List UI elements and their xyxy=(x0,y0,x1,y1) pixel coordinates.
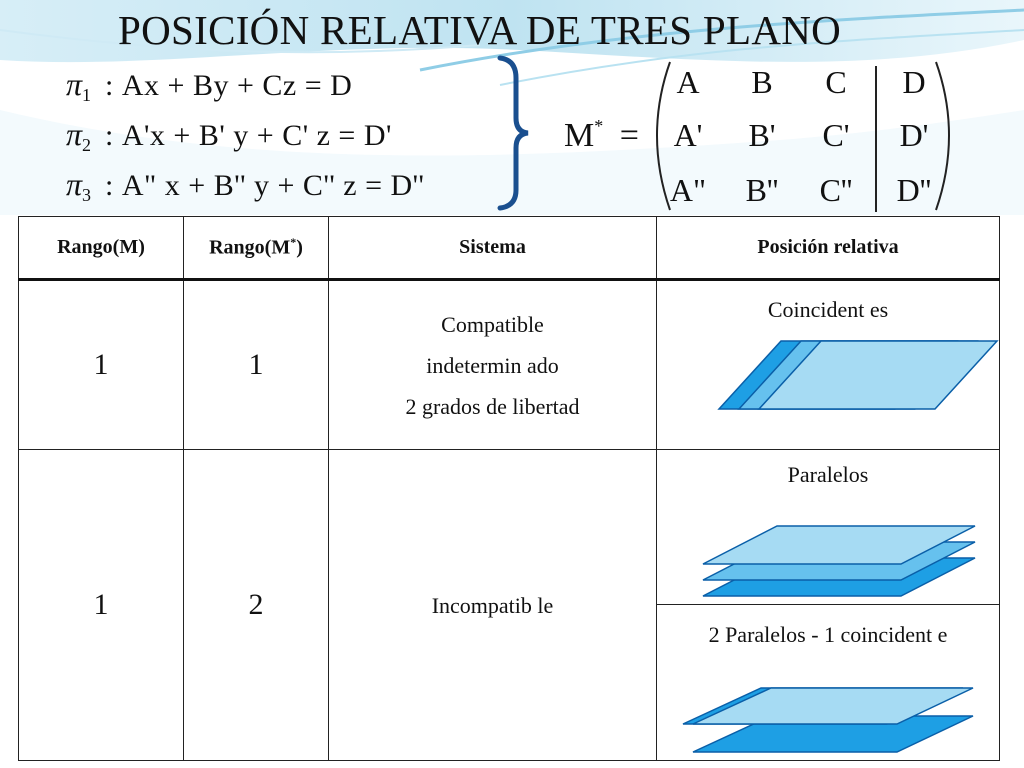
cell-rango-m: 1 xyxy=(19,280,184,450)
classification-table xyxy=(18,216,1000,761)
cell-sistema xyxy=(329,280,657,450)
cell-rango-m: 1 xyxy=(19,450,184,761)
matrix-cell: D'' xyxy=(896,172,932,208)
matrix-cell: B' xyxy=(748,117,776,153)
header-sistema: Sistema xyxy=(329,217,657,280)
posicion-caption: Coincident es xyxy=(767,297,889,322)
pi-symbol: π xyxy=(66,66,83,102)
subscript: 3 xyxy=(82,185,92,205)
table-row xyxy=(19,280,1000,450)
equation-body: : A" x + B'' y + C'' z = D'' xyxy=(105,169,425,202)
matrix-cell: A xyxy=(676,64,700,100)
table-header-row xyxy=(19,217,1000,280)
pi-symbol: π xyxy=(66,116,83,152)
header-text: Rango(M xyxy=(209,236,291,259)
cell-posicion-split xyxy=(657,450,1000,761)
cell-posicion xyxy=(657,280,1000,450)
subscript: 1 xyxy=(82,85,92,105)
matrix-cell: B'' xyxy=(745,172,779,208)
header-star: * xyxy=(290,235,297,250)
matrix-cell: A' xyxy=(673,117,703,153)
sistema-line: indetermin ado xyxy=(426,352,559,378)
cell-rango-m-star: 2 xyxy=(184,450,329,761)
matrix-cell: D xyxy=(902,64,926,100)
right-brace-icon xyxy=(500,58,528,208)
header-rango-m-star xyxy=(184,217,329,280)
matrix-cell: A" xyxy=(669,172,707,208)
cell-sistema xyxy=(329,450,657,761)
sistema-line: 2 grados de libertad xyxy=(405,393,580,419)
equation-body: : Ax + By + Cz = D xyxy=(105,69,353,102)
pi-symbol: π xyxy=(66,166,83,202)
matrix-cell: C'' xyxy=(819,172,853,208)
equation-body: : A'x + B' y + C' z = D' xyxy=(105,119,392,152)
subscript: 2 xyxy=(82,135,92,155)
posicion-caption: Paralelos xyxy=(787,462,869,487)
matrix-equals: = xyxy=(619,117,639,154)
header-close: ) xyxy=(296,236,303,259)
matrix-name: M xyxy=(564,117,595,154)
matrix-cell: C' xyxy=(822,117,850,153)
coincident-planes-illustration xyxy=(657,281,1000,449)
matrix-cell: B xyxy=(751,64,773,100)
matrix-label xyxy=(564,116,639,155)
table-row xyxy=(19,450,1000,761)
cell-rango-m-star: 1 xyxy=(184,280,329,450)
header-posicion-relativa: Posición relativa xyxy=(657,217,1000,280)
matrix-cell: D' xyxy=(899,117,929,153)
matrix-cell: C xyxy=(825,64,847,100)
planes-illustration xyxy=(657,450,1000,760)
sistema-line: Incompatib le xyxy=(431,592,554,618)
sistema-line: Compatible xyxy=(441,311,544,337)
matrix-star: * xyxy=(594,116,604,136)
header-rango-m: Rango(M) xyxy=(19,217,184,280)
page-title: POSICIÓN RELATIVA DE TRES PLANO xyxy=(118,7,842,53)
posicion-caption: 2 Paralelos - 1 coincident e xyxy=(708,622,948,647)
